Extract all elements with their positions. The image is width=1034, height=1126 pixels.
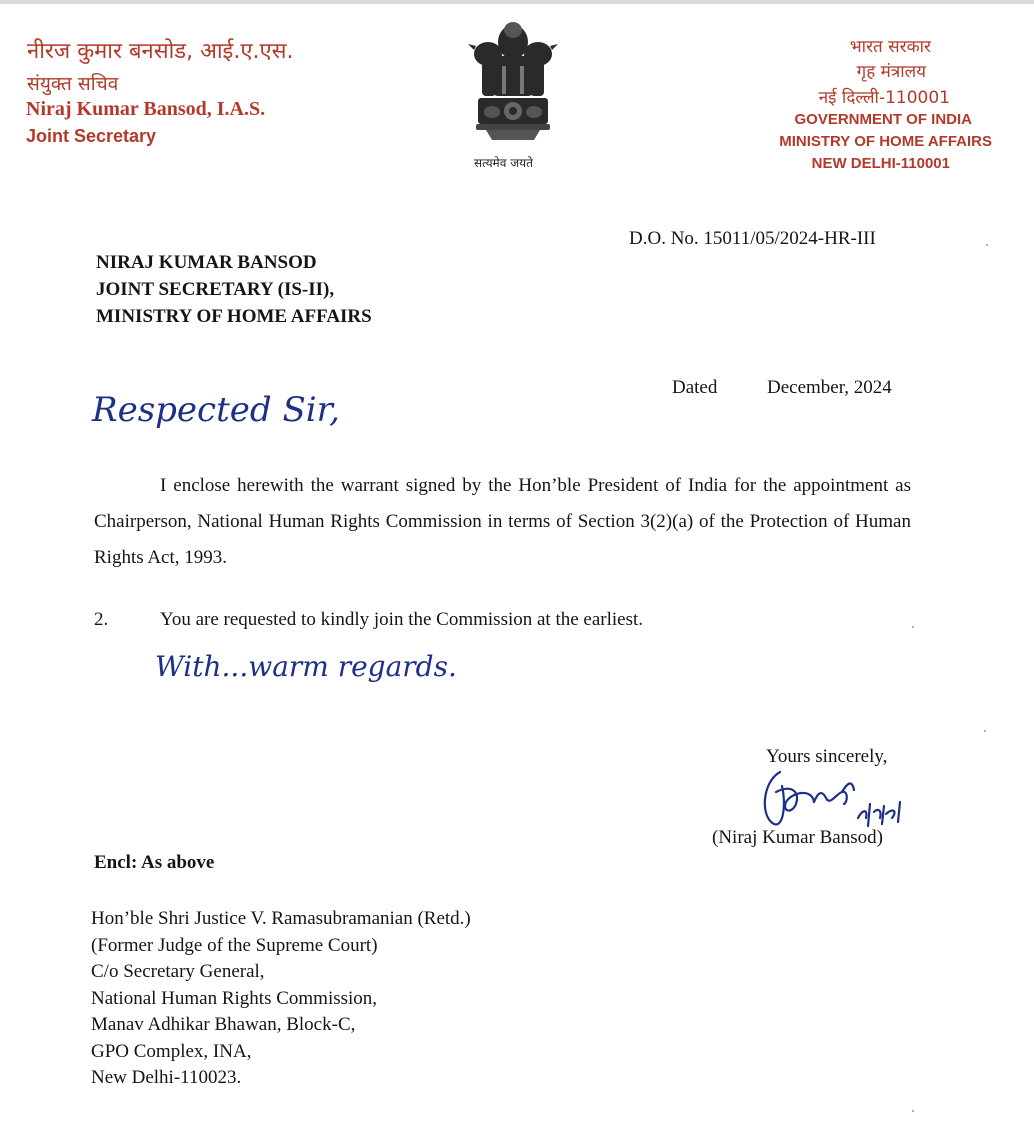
letterhead-title-english: Joint Secretary	[26, 126, 157, 146]
dated-value: December, 2024	[767, 377, 892, 398]
letterhead-ministry-english: MINISTRY OF HOME AFFAIRS	[779, 133, 992, 150]
letterhead-title-hindi: संयुक्त सचिव	[27, 73, 119, 95]
closing-yours-sincerely: Yours sincerely,	[766, 746, 888, 767]
sender-designation: JOINT SECRETARY (IS-II),	[96, 279, 335, 300]
sender-ministry: MINISTRY OF HOME AFFAIRS	[96, 306, 372, 327]
national-emblem-icon	[466, 16, 560, 146]
scan-speck	[912, 1110, 914, 1112]
scan-speck	[986, 244, 988, 246]
handwritten-salutation: Respected Sir,	[92, 390, 340, 430]
addressee-line: New Delhi-110023.	[91, 1067, 242, 1088]
letterhead-name-english: Niraj Kumar Bansod, I.A.S.	[26, 98, 266, 120]
signatory-name: (Niraj Kumar Bansod)	[712, 827, 883, 848]
paragraph-2-number: 2.	[94, 609, 109, 630]
addressee-line: C/o Secretary General,	[91, 961, 265, 982]
sender-name: NIRAJ KUMAR BANSOD	[96, 252, 317, 273]
addressee-line: Hon’ble Shri Justice V. Ramasubramanian (Retd.)	[91, 908, 471, 929]
handwritten-closing: With...warm regards.	[155, 650, 457, 683]
letterhead-city-english: NEW DELHI-110001	[811, 155, 950, 172]
letterhead-govt-english: GOVERNMENT OF INDIA	[794, 111, 972, 128]
dated-label: Dated	[672, 377, 718, 398]
do-number: D.O. No. 15011/05/2024-HR-III	[629, 228, 876, 249]
body-paragraph-1: I enclose herewith the warrant signed by the Hon’ble President of India for the appointment as Chairperson, National Human Rights Commission in terms of Section 3(2)(a) of the Protection of Human Rights Act, 1993.	[94, 475, 911, 568]
emblem-motto: सत्यमेव जयते	[474, 156, 533, 170]
addressee-line: GPO Complex, INA,	[91, 1041, 252, 1062]
letterhead-ministry-hindi: गृह मंत्रालय	[856, 62, 926, 82]
letterhead-govt-hindi: भारत सरकार	[849, 37, 931, 57]
letterhead-name-hindi: नीरज कुमार बनसोड, आई.ए.एस.	[27, 39, 294, 64]
scan-speck	[912, 626, 914, 628]
addressee-line: Manav Adhikar Bhawan, Block-C,	[91, 1014, 356, 1035]
scan-speck	[984, 730, 986, 732]
addressee-line: (Former Judge of the Supreme Court)	[91, 935, 378, 956]
addressee-line: National Human Rights Commission,	[91, 988, 378, 1009]
page-top-edge	[0, 0, 1034, 4]
letterhead-city-hindi: नई दिल्ली-110001	[818, 88, 950, 108]
enclosure-note: Encl: As above	[94, 852, 215, 873]
body-paragraph-2: You are requested to kindly join the Commission at the earliest.	[160, 609, 644, 630]
